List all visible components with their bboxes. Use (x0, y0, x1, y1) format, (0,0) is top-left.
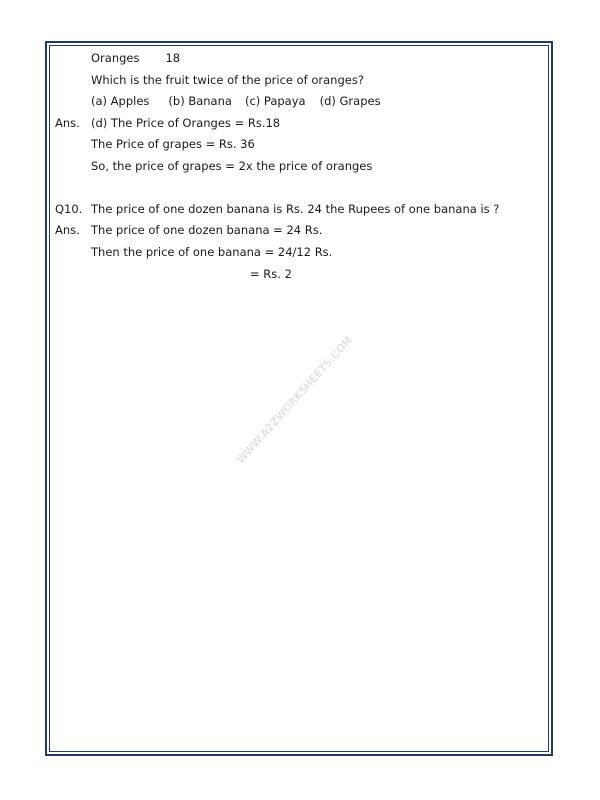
answer-prefix: Ans. (55, 116, 80, 130)
option-a: (a) Apples (91, 94, 150, 108)
option-c: (c) Papaya (244, 94, 306, 108)
answer-line: The Price of grapes = Rs. 36 (91, 137, 255, 151)
answer-result: = Rs. 2 (250, 267, 292, 281)
question-text: Which is the fruit twice of the price of oranges? (91, 73, 364, 87)
item-row-oranges (91, 51, 180, 65)
item-value: 18 (165, 51, 181, 65)
question-text: The price of one dozen banana is Rs. 24 the Rupees of one banana is ? (91, 202, 500, 216)
option-b: (b) Banana (168, 94, 232, 108)
answer-line: (d) The Price of Oranges = Rs.18 (91, 116, 281, 130)
answer-line: Then the price of one banana = 24/12 Rs. (91, 245, 333, 259)
answer-prefix: Ans. (55, 223, 80, 237)
item-label: Oranges (91, 51, 140, 65)
question-number: Q10. (55, 202, 83, 216)
option-d: (d) Grapes (319, 94, 381, 108)
answer-line: So, the price of grapes = 2x the price of oranges (91, 159, 373, 173)
options-row (91, 94, 381, 108)
answer-line: The price of one dozen banana = 24 Rs. (91, 223, 323, 237)
watermark: WWW.A2ZWORKSHEETS.COM (234, 334, 356, 466)
